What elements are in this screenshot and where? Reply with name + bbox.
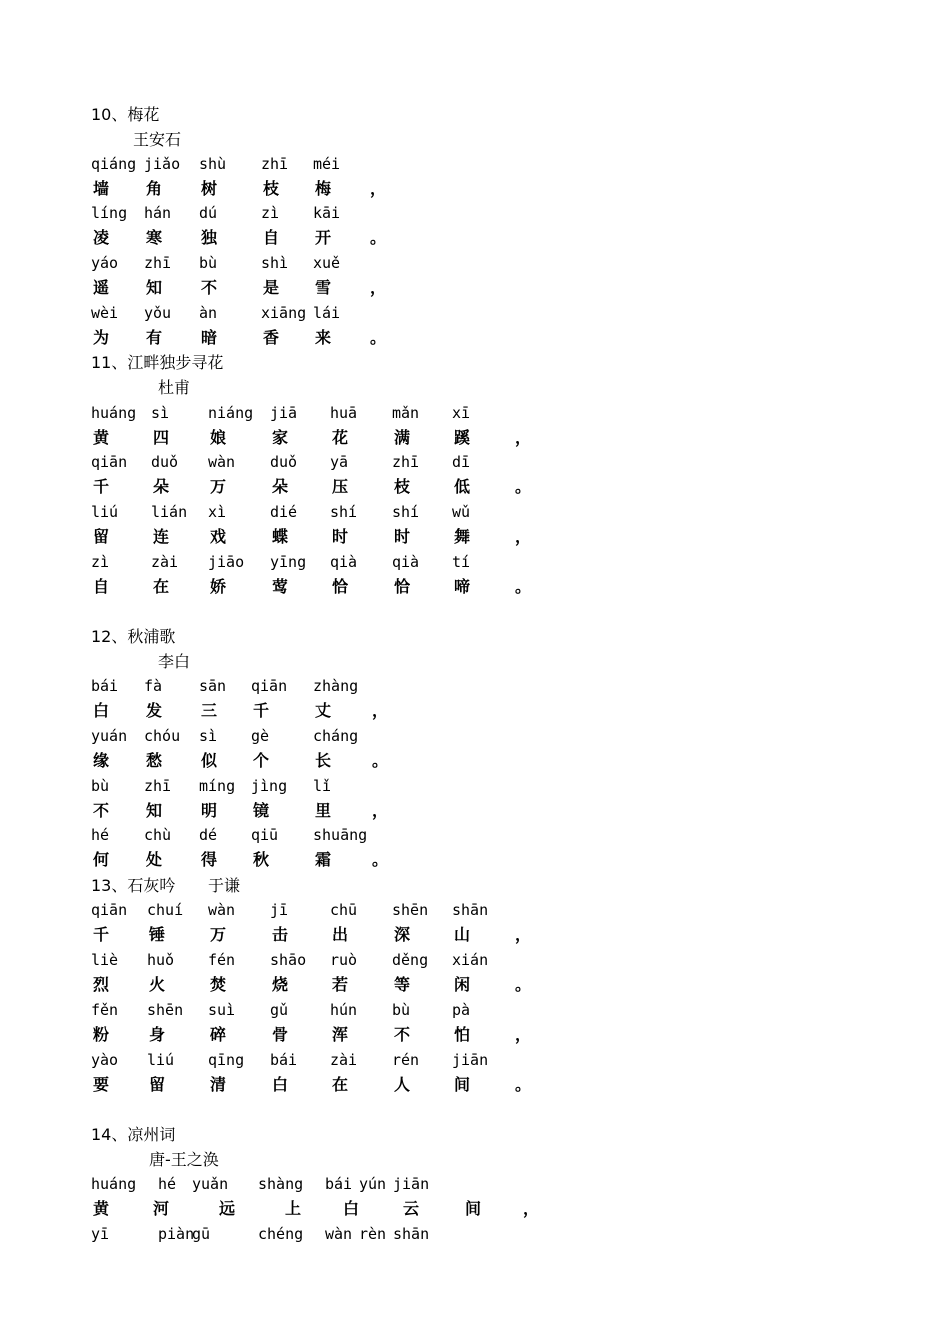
punctuation-mark: 。: [515, 577, 532, 596]
hanzi-char: 似: [201, 751, 218, 770]
hanzi-char: 恰: [394, 577, 411, 596]
hanzi-char: 不: [93, 801, 110, 820]
pinyin-syllable: qiān: [91, 453, 128, 471]
pinyin-syllable: jī: [270, 901, 289, 919]
pinyin-syllable: lián: [151, 503, 188, 521]
pinyin-syllable: bái: [325, 1175, 353, 1193]
pinyin-syllable: liè: [91, 951, 119, 969]
hanzi-char: 里: [315, 801, 332, 820]
hanzi-char: 击: [272, 925, 289, 944]
hanzi-char: 朵: [153, 477, 170, 496]
pinyin-syllable: qīng: [208, 1051, 245, 1069]
hanzi-char: 清: [210, 1075, 227, 1094]
hanzi-char: 身: [149, 1025, 166, 1044]
pinyin-syllable: bù: [91, 777, 110, 795]
pinyin-syllable: bái: [270, 1051, 298, 1069]
pinyin-syllable: ruò: [330, 951, 358, 969]
hanzi-char: 粉: [93, 1025, 110, 1044]
pinyin-syllable: zhī: [144, 254, 172, 272]
hanzi-char: 自: [263, 228, 280, 247]
hanzi-char: 不: [394, 1025, 411, 1044]
pinyin-syllable: qiáng: [91, 155, 137, 173]
hanzi-char: 千: [93, 925, 110, 944]
hanzi-char: 若: [332, 975, 349, 994]
pinyin-syllable: jiǎo: [144, 155, 181, 173]
hanzi-char: 烧: [272, 975, 289, 994]
hanzi-char: 明: [201, 801, 218, 820]
hanzi-char: 火: [149, 975, 166, 994]
hanzi-char: 啼: [454, 577, 471, 596]
pinyin-syllable: míng: [199, 777, 236, 795]
hanzi-char: 朵: [272, 477, 289, 496]
hanzi-char: 发: [146, 701, 163, 720]
pinyin-syllable: zhàng: [313, 677, 359, 695]
pinyin-syllable: gè: [251, 727, 270, 745]
pinyin-syllable: shí: [392, 503, 420, 521]
hanzi-char: 人: [394, 1075, 411, 1094]
pinyin-syllable: yīng: [270, 553, 307, 571]
hanzi-char: 舞: [454, 527, 471, 546]
poem-title: 13、石灰吟: [91, 876, 176, 895]
pinyin-syllable: jiān: [393, 1175, 430, 1193]
pinyin-syllable: gū: [192, 1225, 211, 1243]
poem-author: 李白: [158, 652, 191, 671]
hanzi-char: 间: [465, 1199, 482, 1218]
hanzi-char: 遥: [93, 278, 110, 297]
hanzi-char: 黄: [93, 1199, 110, 1218]
punctuation-mark: ，: [372, 801, 389, 820]
hanzi-char: 霜: [315, 850, 332, 869]
pinyin-syllable: wàn: [325, 1225, 353, 1243]
poem-author: 杜甫: [158, 378, 191, 397]
hanzi-char: 远: [219, 1199, 236, 1218]
pinyin-syllable: fà: [144, 677, 163, 695]
pinyin-syllable: dī: [452, 453, 471, 471]
hanzi-char: 低: [454, 477, 471, 496]
hanzi-char: 缘: [93, 751, 110, 770]
pinyin-syllable: xuě: [313, 254, 341, 272]
pinyin-syllable: méi: [313, 155, 341, 173]
hanzi-char: 丈: [315, 701, 332, 720]
hanzi-char: 是: [263, 278, 280, 297]
pinyin-syllable: cháng: [313, 727, 359, 745]
pinyin-syllable: děng: [392, 951, 429, 969]
hanzi-char: 娘: [210, 428, 227, 447]
pinyin-syllable: shān: [393, 1225, 430, 1243]
pinyin-syllable: chū: [330, 901, 358, 919]
pinyin-syllable: qiān: [251, 677, 288, 695]
pinyin-syllable: xián: [452, 951, 489, 969]
poem-title: 14、凉州词: [91, 1125, 176, 1144]
pinyin-syllable: hán: [144, 204, 172, 222]
hanzi-char: 在: [332, 1075, 349, 1094]
hanzi-char: 个: [253, 751, 270, 770]
pinyin-syllable: jìng: [251, 777, 288, 795]
pinyin-syllable: zì: [261, 204, 280, 222]
pinyin-syllable: shēn: [147, 1001, 184, 1019]
hanzi-char: 凌: [93, 228, 110, 247]
hanzi-char: 万: [210, 925, 227, 944]
pinyin-syllable: qià: [392, 553, 420, 571]
pinyin-syllable: mǎn: [392, 404, 420, 422]
pinyin-syllable: qiū: [251, 826, 279, 844]
pinyin-syllable: tí: [452, 553, 471, 571]
pinyin-syllable: qiān: [91, 901, 128, 919]
pinyin-syllable: zì: [91, 553, 110, 571]
hanzi-char: 云: [403, 1199, 420, 1218]
punctuation-mark: ，: [515, 925, 532, 944]
pinyin-syllable: huáng: [91, 1175, 137, 1193]
hanzi-char: 开: [315, 228, 332, 247]
pinyin-syllable: lái: [313, 304, 341, 322]
punctuation-mark: 。: [372, 850, 389, 869]
pinyin-syllable: zhī: [144, 777, 172, 795]
pinyin-syllable: shān: [452, 901, 489, 919]
punctuation-mark: ，: [370, 278, 387, 297]
pinyin-syllable: wǔ: [452, 503, 471, 521]
hanzi-char: 家: [272, 428, 289, 447]
pinyin-syllable: duǒ: [270, 453, 298, 471]
hanzi-char: 间: [454, 1075, 471, 1094]
pinyin-syllable: xì: [208, 503, 227, 521]
pinyin-syllable: jiāo: [208, 553, 245, 571]
hanzi-char: 枝: [263, 179, 280, 198]
pinyin-syllable: shí: [330, 503, 358, 521]
poem-title: 10、梅花: [91, 105, 160, 124]
hanzi-char: 三: [201, 701, 218, 720]
hanzi-char: 枝: [394, 477, 411, 496]
hanzi-char: 四: [153, 428, 170, 447]
hanzi-char: 镜: [253, 801, 270, 820]
hanzi-char: 时: [332, 527, 349, 546]
pinyin-syllable: bù: [199, 254, 218, 272]
pinyin-syllable: liú: [147, 1051, 175, 1069]
hanzi-char: 满: [394, 428, 411, 447]
hanzi-char: 黄: [93, 428, 110, 447]
pinyin-syllable: hé: [91, 826, 110, 844]
pinyin-syllable: sì: [151, 404, 170, 422]
hanzi-char: 连: [153, 527, 170, 546]
pinyin-syllable: fén: [208, 951, 236, 969]
hanzi-char: 雪: [315, 278, 332, 297]
pinyin-syllable: hún: [330, 1001, 358, 1019]
hanzi-char: 独: [201, 228, 218, 247]
hanzi-char: 压: [332, 477, 349, 496]
hanzi-char: 烈: [93, 975, 110, 994]
hanzi-char: 知: [146, 278, 163, 297]
hanzi-char: 香: [263, 328, 280, 347]
pinyin-syllable: kāi: [313, 204, 341, 222]
pinyin-syllable: zài: [151, 553, 179, 571]
pinyin-syllable: sān: [199, 677, 227, 695]
pinyin-syllable: zài: [330, 1051, 358, 1069]
pinyin-syllable: niáng: [208, 404, 254, 422]
hanzi-char: 知: [146, 801, 163, 820]
pinyin-syllable: xī: [452, 404, 471, 422]
pinyin-syllable: dú: [199, 204, 218, 222]
punctuation-mark: ，: [515, 527, 532, 546]
pinyin-syllable: rén: [392, 1051, 420, 1069]
hanzi-char: 蹊: [454, 428, 471, 447]
pinyin-syllable: yáo: [91, 254, 119, 272]
punctuation-mark: ，: [515, 428, 532, 447]
pinyin-syllable: jiān: [452, 1051, 489, 1069]
hanzi-char: 自: [93, 577, 110, 596]
pinyin-syllable: liú: [91, 503, 119, 521]
pinyin-syllable: bù: [392, 1001, 411, 1019]
hanzi-char: 时: [394, 527, 411, 546]
hanzi-char: 焚: [210, 975, 227, 994]
pinyin-syllable: jiā: [270, 404, 298, 422]
pinyin-syllable: chéng: [258, 1225, 304, 1243]
hanzi-char: 锤: [149, 925, 166, 944]
punctuation-mark: 。: [370, 328, 387, 347]
pinyin-syllable: rèn: [359, 1225, 387, 1243]
hanzi-char: 暗: [201, 328, 218, 347]
punctuation-mark: 。: [372, 751, 389, 770]
punctuation-mark: ，: [370, 179, 387, 198]
pinyin-syllable: qià: [330, 553, 358, 571]
pinyin-syllable: shēn: [392, 901, 429, 919]
hanzi-char: 深: [394, 925, 411, 944]
hanzi-char: 寒: [146, 228, 163, 247]
hanzi-char: 要: [93, 1075, 110, 1094]
pinyin-syllable: chóu: [144, 727, 181, 745]
pinyin-syllable: zhī: [261, 155, 289, 173]
pinyin-syllable: fěn: [91, 1001, 119, 1019]
hanzi-char: 角: [146, 179, 163, 198]
hanzi-char: 河: [153, 1199, 170, 1218]
pinyin-syllable: pà: [452, 1001, 471, 1019]
pinyin-syllable: àn: [199, 304, 218, 322]
hanzi-char: 留: [149, 1075, 166, 1094]
hanzi-char: 浑: [332, 1025, 349, 1044]
hanzi-char: 山: [454, 925, 471, 944]
pinyin-syllable: wàn: [208, 901, 236, 919]
hanzi-char: 处: [146, 850, 163, 869]
pinyin-syllable: piàn: [158, 1225, 195, 1243]
hanzi-char: 何: [93, 850, 110, 869]
pinyin-syllable: yào: [91, 1051, 119, 1069]
pinyin-syllable: wèi: [91, 304, 119, 322]
pinyin-syllable: duǒ: [151, 453, 179, 471]
poem-author: 唐-王之涣: [149, 1150, 219, 1169]
pinyin-syllable: chù: [144, 826, 172, 844]
pinyin-syllable: huǒ: [147, 951, 175, 969]
pinyin-syllable: sì: [199, 727, 218, 745]
hanzi-char: 碎: [210, 1025, 227, 1044]
punctuation-mark: ，: [523, 1199, 540, 1218]
hanzi-char: 得: [201, 850, 218, 869]
pinyin-syllable: yǒu: [144, 304, 172, 322]
hanzi-char: 墙: [93, 179, 110, 198]
hanzi-char: 愁: [146, 751, 163, 770]
hanzi-char: 白: [343, 1199, 360, 1218]
pinyin-syllable: shàng: [258, 1175, 304, 1193]
hanzi-char: 白: [272, 1075, 289, 1094]
hanzi-char: 怕: [454, 1025, 471, 1044]
hanzi-char: 闲: [454, 975, 471, 994]
hanzi-char: 秋: [253, 850, 270, 869]
hanzi-char: 戏: [210, 527, 227, 546]
hanzi-char: 留: [93, 527, 110, 546]
hanzi-char: 万: [210, 477, 227, 496]
punctuation-mark: ，: [372, 701, 389, 720]
pinyin-syllable: bái: [91, 677, 119, 695]
hanzi-char: 莺: [272, 577, 289, 596]
hanzi-char: 有: [146, 328, 163, 347]
poem-title: 12、秋浦歌: [91, 627, 176, 646]
pinyin-syllable: yī: [91, 1225, 110, 1243]
hanzi-char: 不: [201, 278, 218, 297]
pinyin-syllable: shù: [199, 155, 227, 173]
pinyin-syllable: shuāng: [313, 826, 368, 844]
pinyin-syllable: líng: [91, 204, 128, 222]
pinyin-syllable: wàn: [208, 453, 236, 471]
pinyin-syllable: yuǎn: [192, 1175, 229, 1193]
hanzi-char: 梅: [315, 179, 332, 198]
hanzi-char: 在: [153, 577, 170, 596]
pinyin-syllable: xiāng: [261, 304, 307, 322]
hanzi-char: 长: [315, 751, 332, 770]
poem-author: 王安石: [133, 130, 182, 149]
pinyin-syllable: lǐ: [313, 777, 332, 795]
hanzi-char: 骨: [272, 1025, 289, 1044]
poem-title: 11、江畔独步寻花: [91, 353, 224, 372]
pinyin-syllable: shāo: [270, 951, 307, 969]
hanzi-char: 花: [332, 428, 349, 447]
pinyin-syllable: hé: [158, 1175, 177, 1193]
hanzi-char: 蝶: [272, 527, 289, 546]
poem-author: 于谦: [208, 876, 241, 895]
punctuation-mark: 。: [515, 1075, 532, 1094]
hanzi-char: 白: [93, 701, 110, 720]
punctuation-mark: 。: [515, 477, 532, 496]
pinyin-syllable: dé: [199, 826, 218, 844]
pinyin-syllable: yā: [330, 453, 349, 471]
hanzi-char: 千: [93, 477, 110, 496]
pinyin-syllable: yún: [359, 1175, 387, 1193]
hanzi-char: 千: [253, 701, 270, 720]
hanzi-char: 恰: [332, 577, 349, 596]
hanzi-char: 娇: [210, 577, 227, 596]
hanzi-char: 等: [394, 975, 411, 994]
pinyin-syllable: dié: [270, 503, 298, 521]
hanzi-char: 来: [315, 328, 332, 347]
hanzi-char: 为: [93, 328, 110, 347]
pinyin-syllable: suì: [208, 1001, 236, 1019]
pinyin-syllable: zhī: [392, 453, 420, 471]
pinyin-syllable: huā: [330, 404, 358, 422]
pinyin-syllable: yuán: [91, 727, 128, 745]
punctuation-mark: 。: [370, 228, 387, 247]
punctuation-mark: 。: [515, 975, 532, 994]
pinyin-syllable: chuí: [147, 901, 184, 919]
punctuation-mark: ，: [515, 1025, 532, 1044]
hanzi-char: 树: [201, 179, 218, 198]
pinyin-syllable: huáng: [91, 404, 137, 422]
pinyin-syllable: shì: [261, 254, 289, 272]
pinyin-syllable: gǔ: [270, 1001, 289, 1019]
hanzi-char: 出: [332, 925, 349, 944]
hanzi-char: 上: [285, 1199, 302, 1218]
